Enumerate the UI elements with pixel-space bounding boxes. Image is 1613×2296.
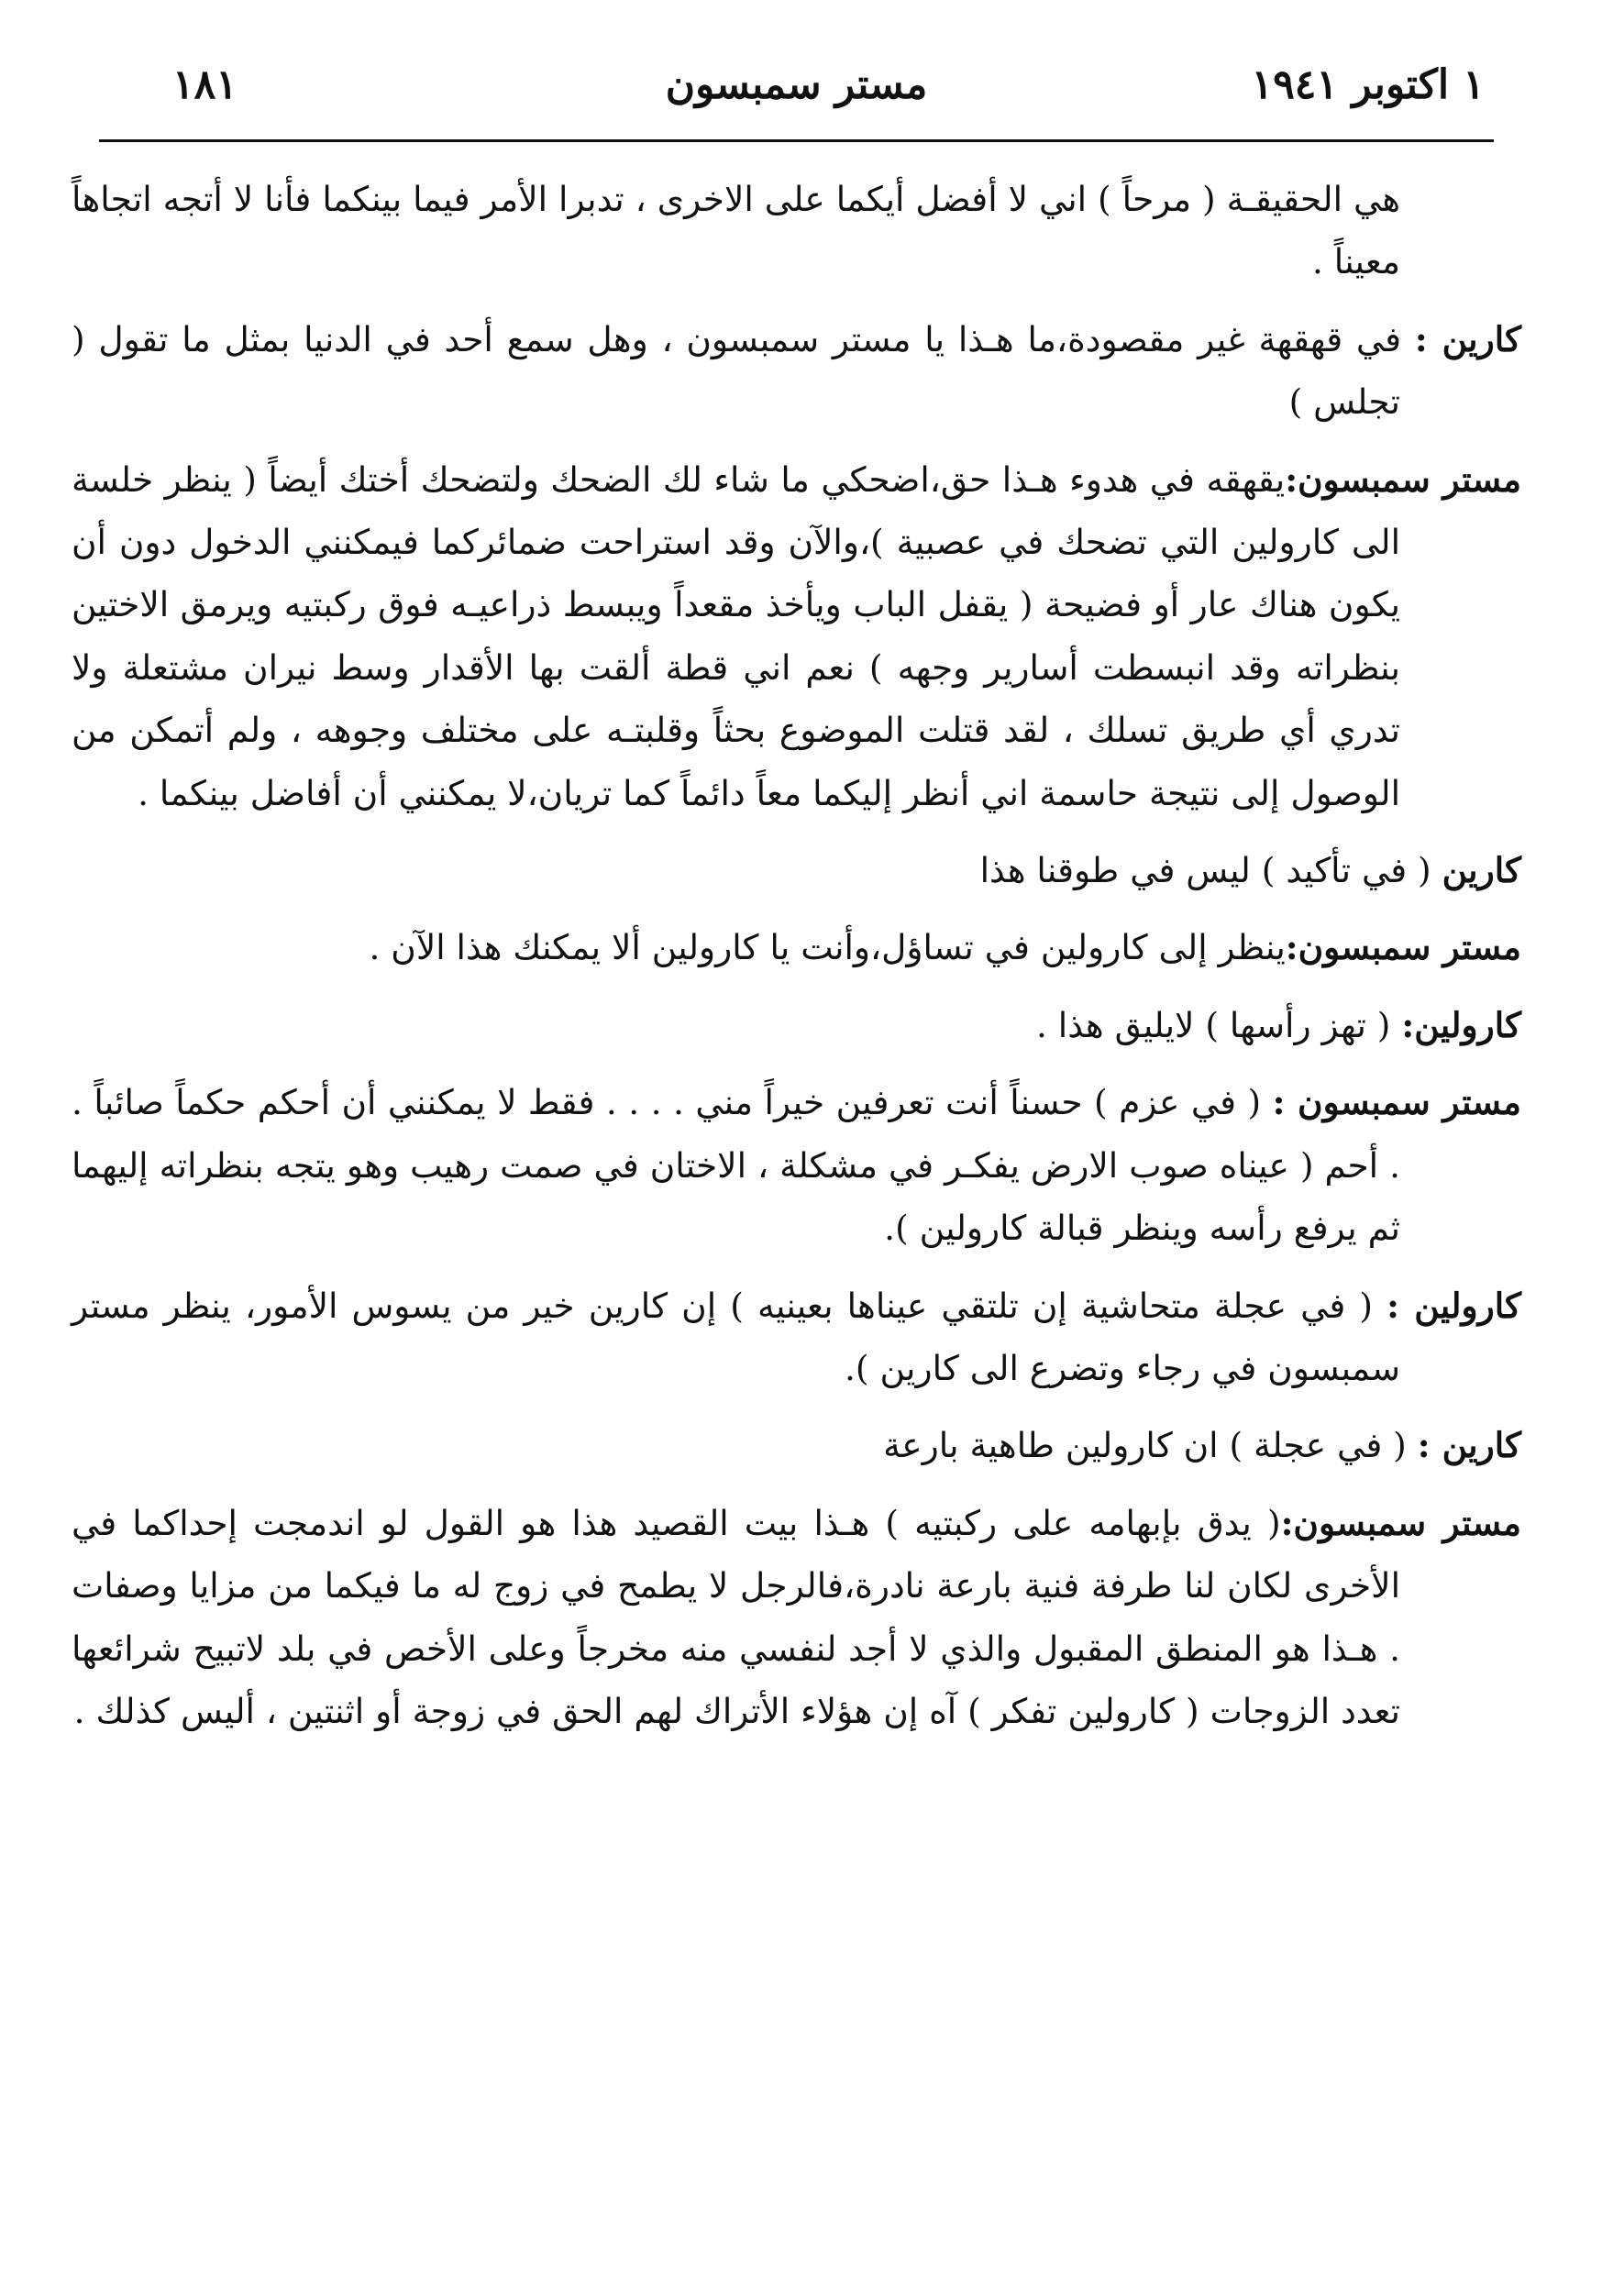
paragraph-9 <box>72 1414 1521 1476</box>
dialogue-text: في قهقهة غير مقصودة،ما هـذا يا مستر سمبسون ، وهل سمع أحد في الدنيا بمثل ما تقول ( تجلس ) <box>72 318 1415 423</box>
paragraph-8 <box>72 1275 1521 1400</box>
dialogue-text: هي الحقيقـة ( مرحاً ) اني لا أفضل أيكما على الاخرى ، تدبرا الأمر فيما بينكما فأنا لا أتجه اتجاهاً معيناً . <box>72 179 1400 282</box>
running-head <box>72 53 1521 117</box>
dialogue-text: ( في عجلة ) ان كارولين طاهية بارعة <box>883 1425 1418 1466</box>
dialogue-text: ( تهز رأسها ) لايليق هذا . <box>1035 1004 1402 1045</box>
speaker-name: كارين <box>1442 850 1521 891</box>
speaker-name: مستر سمبسون : <box>1272 1082 1521 1123</box>
paragraph-3 <box>72 448 1521 824</box>
speaker-name: مستر سمبسون: <box>1285 927 1521 968</box>
issue-date: ١ اكتوبر ١٩٤١ <box>1251 61 1485 108</box>
dialogue-text: ( في تأكيد ) ليس في طوقنا هذا <box>979 850 1442 891</box>
paragraph-1 <box>72 168 1521 293</box>
paragraph-2 <box>72 308 1521 434</box>
paragraph-10 <box>72 1492 1521 1743</box>
speaker-name: كارولين: <box>1401 1004 1521 1045</box>
paragraph-4 <box>72 839 1521 901</box>
dialogue-text: ( يدق بإبهامه على ركبتيه ) هـذا بيت القصيد هذا هو القول لو اندمجت إحداكما في الأخرى لكان لنا طرفة فنية بارعة نادرة،فالرجل لا يطمح في زوج له ما فيكما من مزايا وصفات . هـذا هو المنطق المقبول والذي لا أجد لنفسي منه مخرجاً وعلى الأخص في بلد لاتبيح شرائعها تعدد الزوجات ( كارولين تفكر ) آه إن هؤلاء الأتراك لهم الحق في زوجة أو اثنتين ، أليس كذلك . <box>72 1502 1400 1731</box>
paragraph-5 <box>72 916 1521 978</box>
speaker-name: مستر سمبسون: <box>1280 1502 1521 1543</box>
speaker-name: كارين : <box>1417 1425 1521 1466</box>
page-number: ١٨١ <box>172 61 238 108</box>
dialogue-text: ( في عزم ) حسناً أنت تعرفين خيراً مني . . . . فقط لا يمكنني أن أحكم حكماً صائباً . . أحم ( عيناه صوب الارض يفكـر في مشكلة ، الاختان في صمت رهيب وهو يتجه بنظراته إليهما ثم يرفع رأسه وينظر قبالة كارولين ). <box>72 1082 1400 1249</box>
dialogue-text: ينظر إلى كارولين في تساؤل،وأنت يا كارولين ألا يمكنك هذا الآن . <box>369 927 1286 968</box>
paragraph-7 <box>72 1071 1521 1259</box>
dialogue-text: ( في عجلة متحاشية إن تلتقي عيناها بعينيه ) إن كارين خير من يسوس الأمور، ينظر مستر سمبسون في رجاء وتضرع الى كارين ). <box>72 1285 1400 1388</box>
speaker-name: كارولين : <box>1387 1285 1521 1326</box>
speaker-name: كارين : <box>1414 318 1521 359</box>
running-title: مستر سمبسون <box>665 61 928 108</box>
dialogue-text: يقهقه في هدوء هـذا حق،اضحكي ما شاء لك الضحك ولتضحك أختك أيضاً ( ينظر خلسة الى كارولين التي تضحك في عصبية )،والآن وقد استراحت ضمائركما فيمكنني الدخول دون أن يكون هناك عار أو فضيحة ( يقفل الباب ويأخذ مقعداً ويبسط ذراعيـه فوق ركبتيه ويرمق الاختين بنظراته وقد انبسطت أسارير وجهه ) نعم اني قطة ألقت بها الأقدار وسط نيران مشتعلة ولا تدري أي طريق تسلك ، لقد قتلت الموضوع بحثاً وقلبتـه على مختلف وجوهه ، ولم أتمكن من الوصول إلى نتيجة حاسمة اني أنظر إليكما معاً دائماً كما تريان،لا يمكنني أن أفاضل بينكما . <box>72 458 1400 813</box>
speaker-name: مستر سمبسون: <box>1285 458 1521 500</box>
header-rule <box>99 139 1494 142</box>
paragraph-6 <box>72 994 1521 1056</box>
play-text <box>72 168 1521 1742</box>
